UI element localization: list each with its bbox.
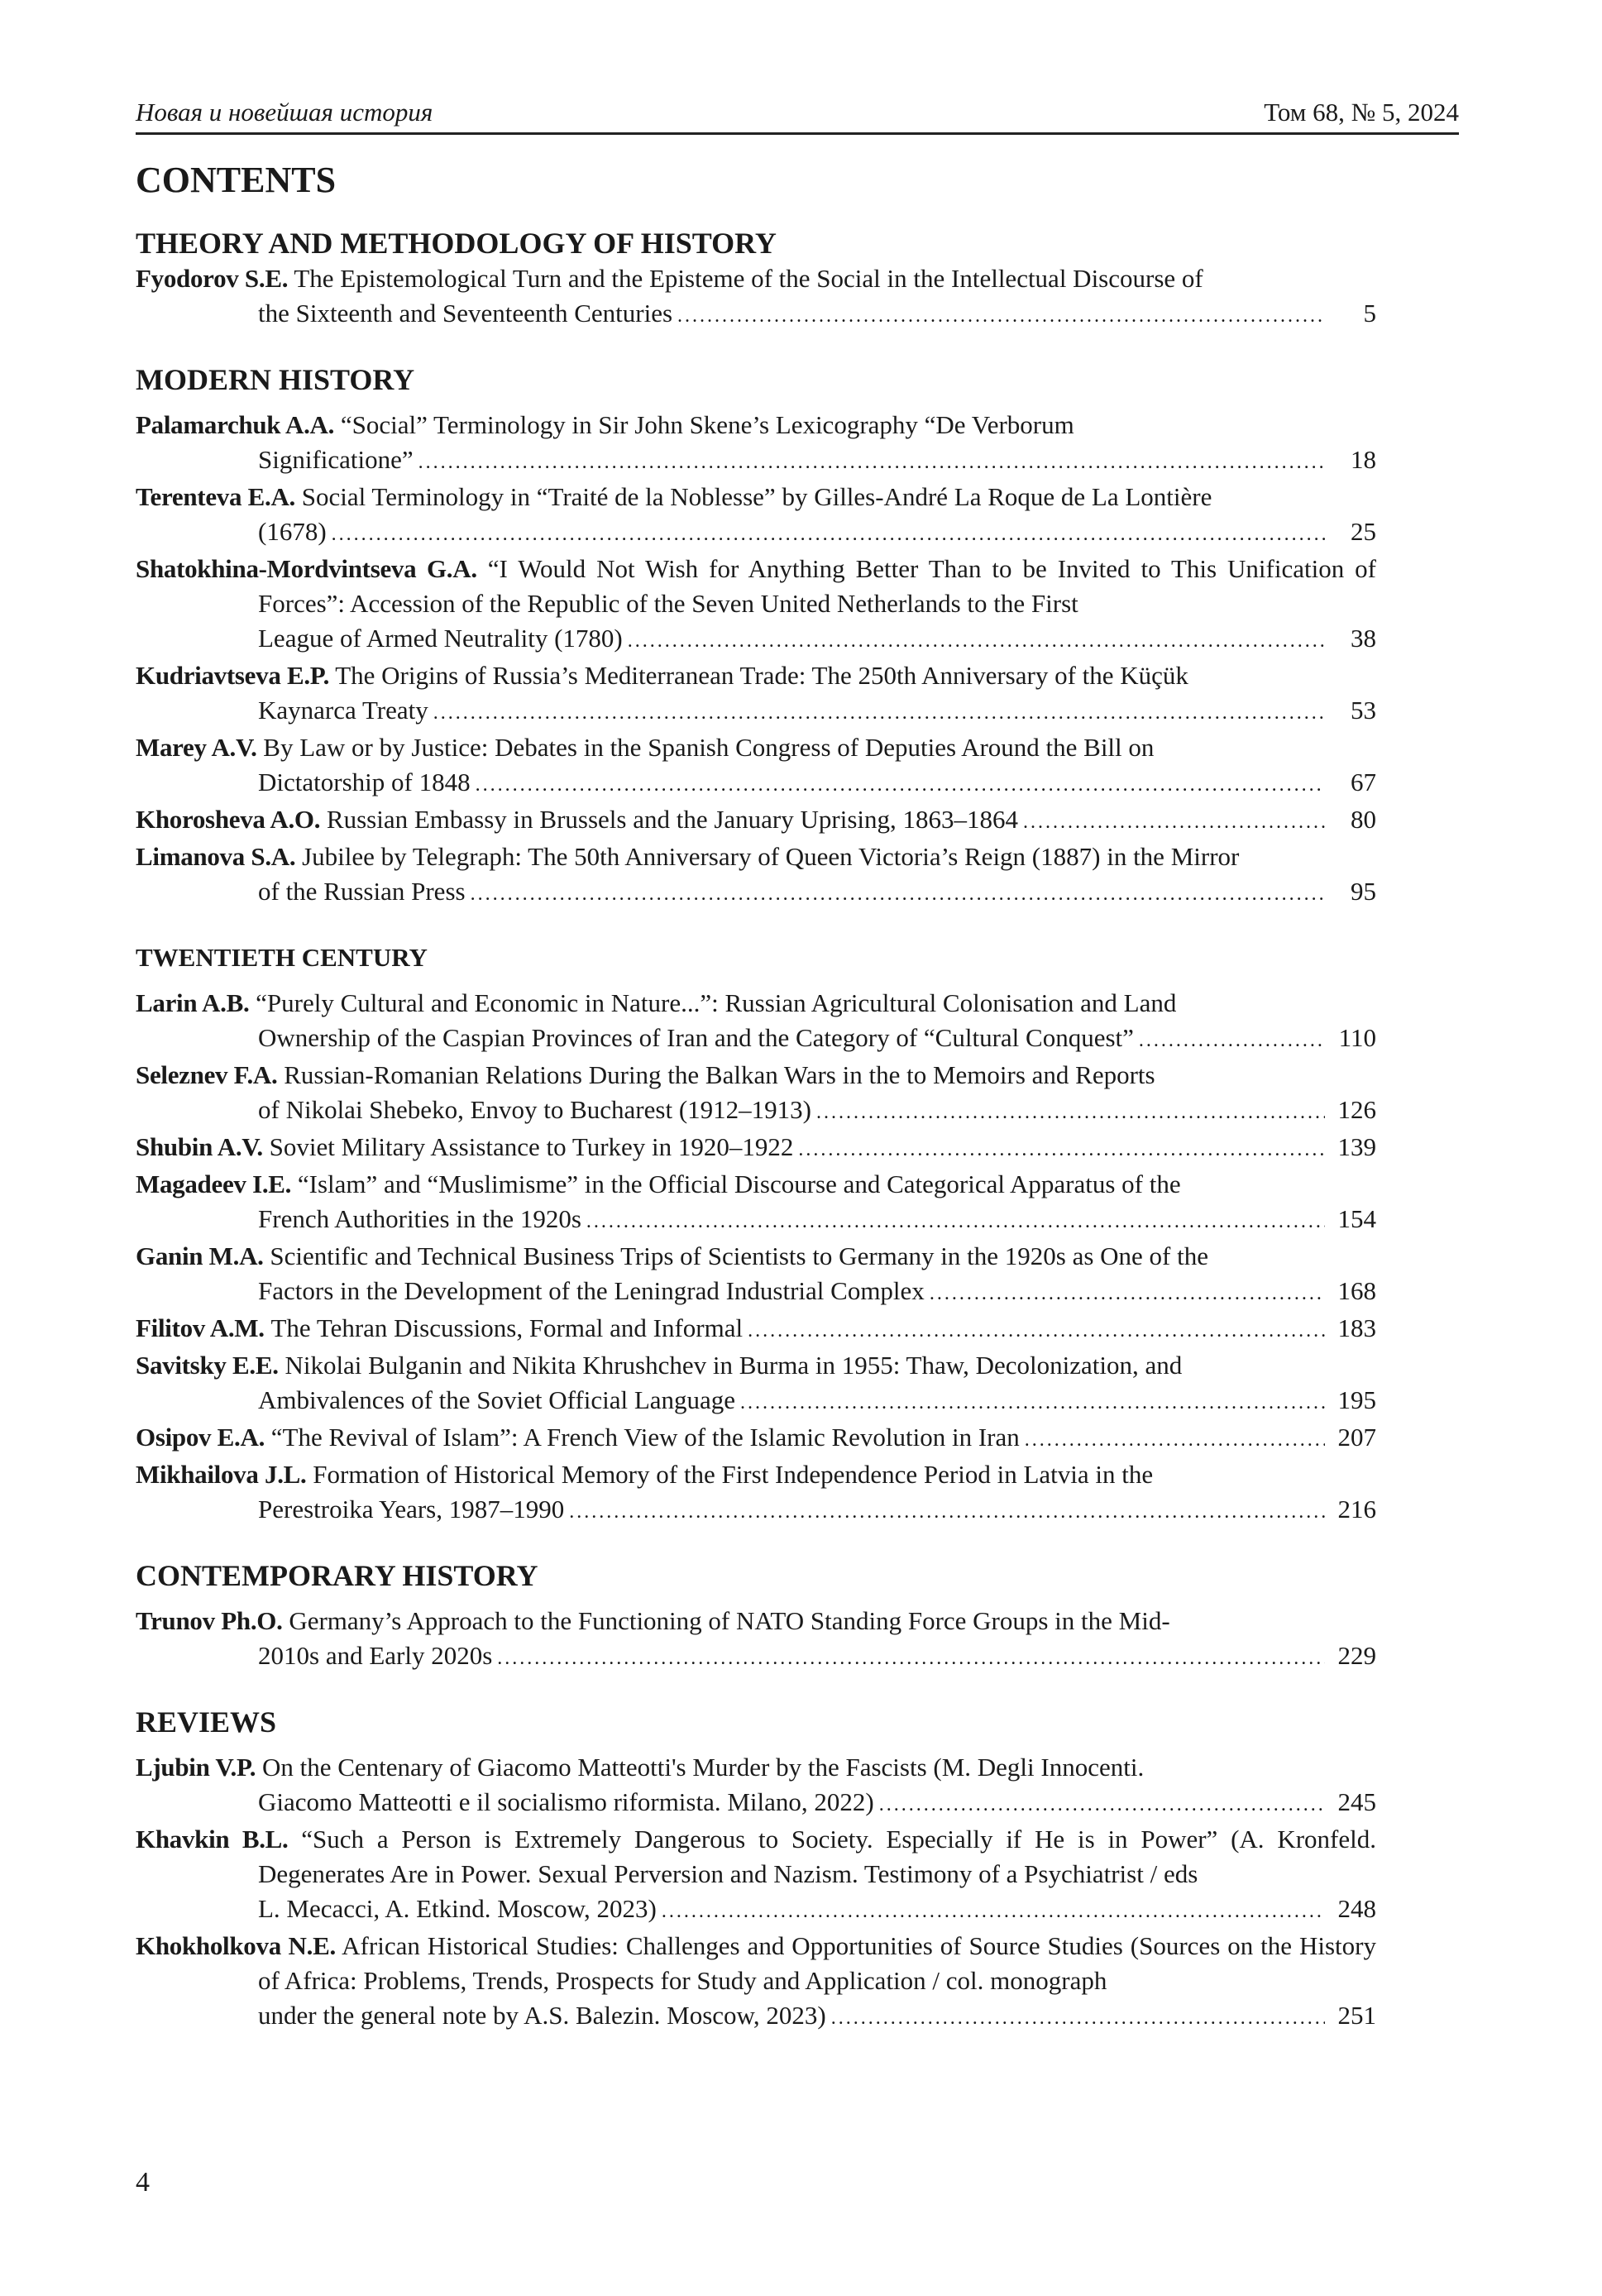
entry-author: Khokholkova N.E. bbox=[136, 1931, 336, 1960]
dot-leader bbox=[879, 1787, 1325, 1822]
entry-page-number: 18 bbox=[1351, 445, 1376, 474]
entry-author: Osipov E.A. bbox=[136, 1423, 265, 1452]
entry-author: Filitov A.M. bbox=[136, 1313, 265, 1342]
toc-entry[interactable] bbox=[136, 552, 1376, 658]
toc-entry[interactable] bbox=[136, 839, 1376, 911]
entry-title: The Epistemological Turn and the Episteme of the Social in the Intellectual Discourse of bbox=[288, 264, 1203, 293]
entry-title-end: Factors in the Development of the Leningrad Industrial Complex bbox=[258, 1276, 925, 1305]
dot-leader bbox=[662, 1894, 1325, 1929]
section-title: TWENTIETH CENTURY bbox=[136, 943, 428, 972]
section-title: CONTEMPORARY HISTORY bbox=[136, 1559, 538, 1592]
toc-entry[interactable] bbox=[136, 1311, 1376, 1348]
dot-leader bbox=[740, 1385, 1325, 1420]
entry-title-end: League of Armed Neutrality (1780) bbox=[258, 624, 623, 653]
entry-title: The Origins of Russia’s Mediterranean Trade: The 250th Anniversary of the Küçük bbox=[329, 661, 1188, 690]
entry-title-end: under the general note by A.S. Balezin. Moscow, 2023) bbox=[258, 2001, 826, 2030]
contents-title: CONTENTS bbox=[136, 160, 337, 200]
table-of-contents bbox=[136, 225, 1376, 2044]
toc-entry[interactable] bbox=[136, 1604, 1376, 1676]
toc-section bbox=[136, 940, 1376, 1529]
toc-entry[interactable] bbox=[136, 1420, 1376, 1457]
entry-title-end: Significatione” bbox=[258, 445, 414, 474]
dot-leader bbox=[476, 768, 1325, 802]
dot-leader bbox=[586, 1204, 1325, 1239]
issue-info: Том 68, № 5, 2024 bbox=[1264, 98, 1459, 127]
entry-title: “Islam” and “Muslimisme” in the Official Discourse and Categorical Apparatus of the bbox=[291, 1170, 1181, 1198]
entry-title-end: “The Revival of Islam”: A French View of the Islamic Revolution in Iran bbox=[270, 1423, 1020, 1452]
entry-page-number: 139 bbox=[1337, 1132, 1376, 1161]
entry-title-end: Dictatorship of 1848 bbox=[258, 768, 471, 796]
entry-page-number: 183 bbox=[1337, 1313, 1376, 1342]
entry-title: Nikolai Bulganin and Nikita Khrushchev in Burma in 1955: Thaw, Decolonization, and bbox=[278, 1351, 1183, 1380]
toc-entry[interactable] bbox=[136, 1130, 1376, 1167]
toc-section bbox=[136, 1557, 1376, 1676]
entry-title-end: the Sixteenth and Seventeenth Centuries bbox=[258, 299, 673, 328]
entry-title: “Social” Terminology in Sir John Skene’s Lexicography “De Verborum bbox=[334, 410, 1074, 439]
entry-page-number: 5 bbox=[1363, 299, 1376, 328]
entry-author: Larin A.B. bbox=[136, 988, 250, 1017]
entry-title-end: of the Russian Press bbox=[258, 877, 466, 906]
entry-author: Kudriavtseva E.P. bbox=[136, 661, 330, 690]
entry-author: Marey A.V. bbox=[136, 733, 257, 762]
entry-title-end: Soviet Military Assistance to Turkey in 1920–1922 bbox=[269, 1132, 794, 1161]
entry-title: African Historical Studies: Challenges and Opportunities of Source Studies (Sources on the History of Africa: Problems, Trends, Prospects for Study and Application / col. monograph bbox=[258, 1931, 1376, 1995]
dot-leader bbox=[497, 1641, 1325, 1676]
toc-entry[interactable] bbox=[136, 1239, 1376, 1311]
entry-page-number: 25 bbox=[1351, 517, 1376, 546]
entry-page-number: 80 bbox=[1351, 805, 1376, 834]
entry-title-end: Giacomo Matteotti e il socialismo riformista. Milano, 2022) bbox=[258, 1787, 874, 1816]
entry-page-number: 126 bbox=[1337, 1095, 1376, 1124]
entry-author: Khavkin B.L. bbox=[136, 1825, 289, 1854]
toc-entry[interactable] bbox=[136, 261, 1376, 333]
dot-leader bbox=[332, 517, 1325, 552]
dot-leader bbox=[471, 877, 1325, 911]
entry-author: Magadeev I.E. bbox=[136, 1170, 292, 1198]
entry-title: Scientific and Technical Business Trips of Scientists to Germany in the 1920s as One of the bbox=[263, 1241, 1208, 1270]
entry-title-end: French Authorities in the 1920s bbox=[258, 1204, 581, 1233]
toc-section bbox=[136, 361, 1376, 911]
entry-title: “I Would Not Wish for Anything Better Than to be Invited to This Unification of Forces”: Accession of the Republic of the Seven United Netherlands to the First bbox=[258, 554, 1377, 618]
entry-page-number: 207 bbox=[1337, 1423, 1376, 1452]
entry-page-number: 67 bbox=[1351, 768, 1376, 796]
dot-leader bbox=[1025, 1423, 1325, 1457]
entry-author: Trunov Ph.O. bbox=[136, 1606, 283, 1635]
toc-entry[interactable] bbox=[136, 730, 1376, 802]
entry-page-number: 95 bbox=[1351, 877, 1376, 906]
dot-leader bbox=[1139, 1023, 1325, 1058]
entry-title: “Purely Cultural and Economic in Nature...”: Russian Agricultural Colonisation and Land bbox=[249, 988, 1177, 1017]
entry-page-number: 154 bbox=[1337, 1204, 1376, 1233]
page-number: 4 bbox=[136, 2167, 150, 2198]
dot-leader bbox=[816, 1095, 1325, 1130]
entry-author: Ljubin V.P. bbox=[136, 1753, 256, 1782]
entry-page-number: 248 bbox=[1337, 1894, 1376, 1923]
entry-page-number: 168 bbox=[1337, 1276, 1376, 1305]
entry-page-number: 38 bbox=[1351, 624, 1376, 653]
entry-title-end: of Nikolai Shebeko, Envoy to Bucharest (1912–1913) bbox=[258, 1095, 811, 1124]
entry-author: Limanova S.A. bbox=[136, 842, 296, 871]
running-head bbox=[136, 93, 1459, 135]
entry-author: Khorosheva A.O. bbox=[136, 805, 321, 834]
dot-leader bbox=[1023, 805, 1325, 839]
entry-title: By Law or by Justice: Debates in the Spanish Congress of Deputies Around the Bill on bbox=[256, 733, 1155, 762]
entry-title: Germany’s Approach to the Functioning of NATO Standing Force Groups in the Mid- bbox=[282, 1606, 1170, 1635]
toc-entry[interactable] bbox=[136, 658, 1376, 730]
dot-leader bbox=[677, 299, 1325, 333]
toc-entry[interactable] bbox=[136, 1457, 1376, 1529]
toc-entry[interactable] bbox=[136, 480, 1376, 552]
entry-title-end: L. Mecacci, A. Etkind. Moscow, 2023) bbox=[258, 1894, 657, 1923]
toc-entry[interactable] bbox=[136, 408, 1376, 480]
dot-leader bbox=[418, 445, 1325, 480]
entry-page-number: 216 bbox=[1337, 1495, 1376, 1523]
entry-page-number: 245 bbox=[1337, 1787, 1376, 1816]
toc-section bbox=[136, 1704, 1376, 2035]
toc-entry[interactable] bbox=[136, 1750, 1376, 1822]
entry-author: Palamarchuk A.A. bbox=[136, 410, 335, 439]
entry-title: Russian-Romanian Relations During the Balkan Wars in the to Memoirs and Reports bbox=[277, 1060, 1155, 1089]
entry-page-number: 229 bbox=[1337, 1641, 1376, 1670]
entry-author: Shatokhina-Mordvintseva G.A. bbox=[136, 554, 477, 583]
section-title: MODERN HISTORY bbox=[136, 363, 415, 396]
entry-author: Seleznev F.A. bbox=[136, 1060, 278, 1089]
toc-section bbox=[136, 225, 1376, 333]
journal-title: Новая и новейшая история bbox=[136, 98, 433, 127]
entry-page-number: 195 bbox=[1337, 1385, 1376, 1414]
entry-title: Jubilee by Telegraph: The 50th Anniversary of Queen Victoria’s Reign (1887) in the Mirror bbox=[295, 842, 1240, 871]
toc-entry[interactable] bbox=[136, 1167, 1376, 1239]
toc-entry[interactable] bbox=[136, 1822, 1376, 1929]
section-title: REVIEWS bbox=[136, 1705, 277, 1739]
entry-page-number: 53 bbox=[1351, 696, 1376, 725]
entry-title-end: Perestroika Years, 1987–1990 bbox=[258, 1495, 565, 1523]
entry-title-end: Kaynarca Treaty bbox=[258, 696, 428, 725]
dot-leader bbox=[798, 1132, 1325, 1167]
entry-author: Terenteva E.A. bbox=[136, 482, 295, 511]
entry-title: “Such a Person is Extremely Dangerous to Society. Especially if He is in Power” (A. Kronfeld. Degenerates Are in Power. Sexual Perversion and Nazism. Testimony of a Psychiatrist / eds bbox=[258, 1825, 1377, 1888]
entry-page-number: 251 bbox=[1337, 2001, 1376, 2030]
entry-title-end: Ambivalences of the Soviet Official Language bbox=[258, 1385, 736, 1414]
entry-title-end: Ownership of the Caspian Provinces of Iran and the Category of “Cultural Conquest” bbox=[258, 1023, 1134, 1052]
dot-leader bbox=[930, 1276, 1325, 1311]
toc-entry[interactable] bbox=[136, 802, 1376, 839]
entry-author: Mikhailova J.L. bbox=[136, 1460, 307, 1489]
entry-author: Shubin A.V. bbox=[136, 1132, 263, 1161]
dot-leader bbox=[831, 2001, 1325, 2035]
entry-author: Fyodorov S.E. bbox=[136, 264, 289, 293]
entry-title-end: The Tehran Discussions, Formal and Informal bbox=[270, 1313, 744, 1342]
entry-title-end: Russian Embassy in Brussels and the January Uprising, 1863–1864 bbox=[326, 805, 1018, 834]
section-title: THEORY AND METHODOLOGY OF HISTORY bbox=[136, 227, 777, 260]
toc-entry[interactable] bbox=[136, 1929, 1376, 2035]
entry-title-end: (1678) bbox=[258, 517, 327, 546]
dot-leader bbox=[433, 696, 1325, 730]
page bbox=[136, 83, 1459, 2233]
entry-author: Savitsky E.E. bbox=[136, 1351, 279, 1380]
entry-page-number: 110 bbox=[1338, 1023, 1376, 1052]
entry-title: Social Terminology in “Traité de la Noblesse” by Gilles-André La Roque de La Lontière bbox=[295, 482, 1212, 511]
dot-leader bbox=[569, 1495, 1325, 1529]
toc-entry[interactable] bbox=[136, 1348, 1376, 1420]
dot-leader bbox=[748, 1313, 1325, 1348]
entry-author: Ganin M.A. bbox=[136, 1241, 264, 1270]
entry-title: On the Centenary of Giacomo Matteotti's Murder by the Fascists (M. Degli Innocenti. bbox=[256, 1753, 1145, 1782]
entry-title-end: 2010s and Early 2020s bbox=[258, 1641, 493, 1670]
toc-entry[interactable] bbox=[136, 1058, 1376, 1130]
toc-entry[interactable] bbox=[136, 986, 1376, 1058]
entry-title: Formation of Historical Memory of the First Independence Period in Latvia in the bbox=[306, 1460, 1154, 1489]
dot-leader bbox=[628, 624, 1325, 658]
